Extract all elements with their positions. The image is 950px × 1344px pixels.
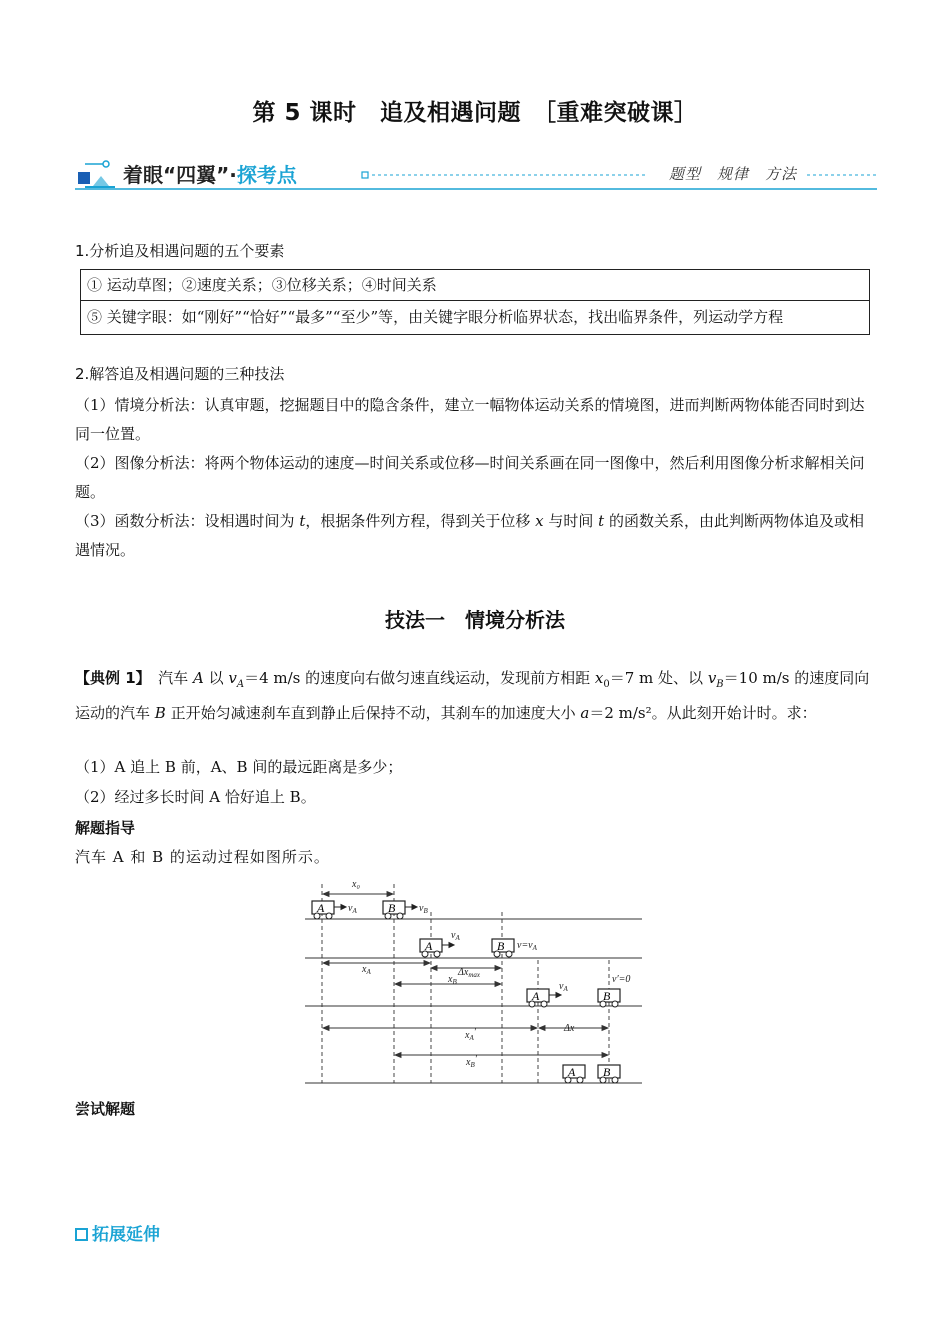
- label-v-eq: $v=v_A$: [517, 940, 537, 952]
- method-3-var-x: x: [535, 512, 544, 530]
- example-text-7: ＝2 m/s²。从此刻开始计时。求：: [589, 704, 817, 722]
- car-A-row1: [312, 901, 334, 919]
- label-x0: x₀: [352, 879, 360, 890]
- question-1: （1）A 追上 B 前，A、B 间的最远距离是多少；: [75, 758, 403, 776]
- example-text-2: 以: [203, 669, 229, 687]
- banner-prefix: 着眼“四翼”·: [123, 163, 237, 187]
- label-vB-1: $v_B$: [419, 903, 428, 915]
- label-dxmax: $\Delta x_{max}$: [458, 967, 480, 979]
- example-text-6: 正开始匀减速刹车直到静止后保持不动，其刹车的加速度大小: [165, 704, 581, 722]
- car-A-label-3: A: [532, 989, 540, 1003]
- example-text-1: 汽车: [143, 669, 193, 687]
- method-3-text-a: （3）函数分析法：设相遇时间为: [75, 512, 300, 530]
- technique-title: 技法一 情境分析法: [385, 608, 565, 632]
- section1-heading: 1.分析追及相遇问题的五个要素: [75, 242, 285, 260]
- example-text-5: ＝10 m/s 的速度同向运动的汽车: [75, 669, 870, 722]
- car-A-label-4: A: [568, 1065, 576, 1079]
- extension-heading: [75, 1220, 160, 1245]
- example-var-vB: v: [707, 669, 717, 687]
- guide-heading: 解题指导: [75, 819, 136, 837]
- example-text-4: ＝7 m 处、以: [609, 669, 708, 687]
- elements-row-1: ① 运动草图；②速度关系；③位移关系；④时间关系: [81, 270, 870, 301]
- elements-table: [80, 269, 870, 335]
- car-A-label-2: A: [425, 939, 433, 953]
- square-icon: [75, 1228, 88, 1241]
- elements-row-2: ⑤ 关键字眼：如“刚好”“恰好”“最多”“至少”等，由关键字眼分析临界状态，找出临界条件，列运动学方程: [81, 301, 870, 335]
- example-label: 【典例 1】: [75, 669, 144, 687]
- example-var-vA: v: [228, 669, 237, 687]
- car-B-label-1: B: [388, 901, 396, 915]
- label-xA-prime: $x_A'$: [465, 1027, 476, 1042]
- method-3-var-t2: t: [598, 512, 605, 530]
- label-xA: $x_A$: [362, 964, 371, 976]
- method-3-text-d: 的函数关系，由此判断两物体追及或相遇情况。: [75, 512, 864, 559]
- car-B-row2: [492, 939, 514, 957]
- question-2: （2）经过多长时间 A 恰好追上 B。: [75, 788, 316, 806]
- example-var-vB-sub: B: [716, 679, 724, 690]
- car-A-row4: [563, 1065, 585, 1083]
- car-B-label-2: B: [497, 939, 505, 953]
- car-A-label-1: A: [317, 901, 325, 915]
- method-3: [75, 507, 870, 565]
- section-banner: [75, 152, 877, 192]
- attempt-heading: 尝试解题: [75, 1100, 136, 1118]
- label-dx: Δx: [564, 1023, 575, 1034]
- example-problem: [75, 664, 870, 728]
- example-var-a: a: [580, 704, 590, 722]
- example-var-x0: x: [594, 669, 604, 687]
- label-vprime: v′=0: [612, 974, 631, 985]
- method-2: （2）图像分析法：将两个物体运动的速度—时间关系或位移—时间关系画在同一图像中，然后利用图像分析求解相关问题。: [75, 454, 865, 501]
- example-var-x0-sub: 0: [603, 679, 610, 690]
- method-3-var-t: t: [299, 512, 306, 530]
- example-text-3: ＝4 m/s 的速度向右做匀速直线运动，发现前方相距: [244, 669, 595, 687]
- guide-text: 汽车 A 和 B 的运动过程如图所示。: [75, 848, 330, 866]
- section2-heading: 2.解答追及相遇问题的三种技法: [75, 365, 285, 383]
- example-var-B: B: [154, 704, 166, 722]
- label-xB-prime: $x_B'$: [466, 1054, 477, 1069]
- motion-diagram: [300, 872, 650, 1088]
- method-3-text-b: ，根据条件列方程，得到关于位移: [305, 512, 536, 530]
- method-1: （1）情境分析法：认真审题，挖掘题目中的隐含条件，建立一幅物体运动关系的情境图，进而判断两物体能否同时到达同一位置。: [75, 396, 865, 443]
- label-vA-3: $v_A$: [559, 981, 568, 993]
- example-var-A: A: [192, 669, 204, 687]
- method-3-text-c: 与时间: [543, 512, 599, 530]
- label-vA-2: $v_A$: [451, 930, 460, 942]
- label-xB: $x_B$: [448, 974, 457, 986]
- banner-subtitle: 题型 规律 方法: [668, 165, 797, 183]
- extension-heading-text: 拓展延伸: [92, 1225, 160, 1245]
- label-vA-1: $v_A$: [348, 903, 357, 915]
- car-B-label-4: B: [603, 1065, 611, 1079]
- banner-highlight: 探考点: [236, 163, 297, 187]
- page-title: 第 5 课时 追及相遇问题 ［重难突破课］: [252, 100, 698, 126]
- banner-title: [123, 159, 297, 188]
- example-var-vA-sub: A: [236, 679, 245, 690]
- car-B-row1: [383, 901, 405, 919]
- car-B-label-3: B: [603, 989, 611, 1003]
